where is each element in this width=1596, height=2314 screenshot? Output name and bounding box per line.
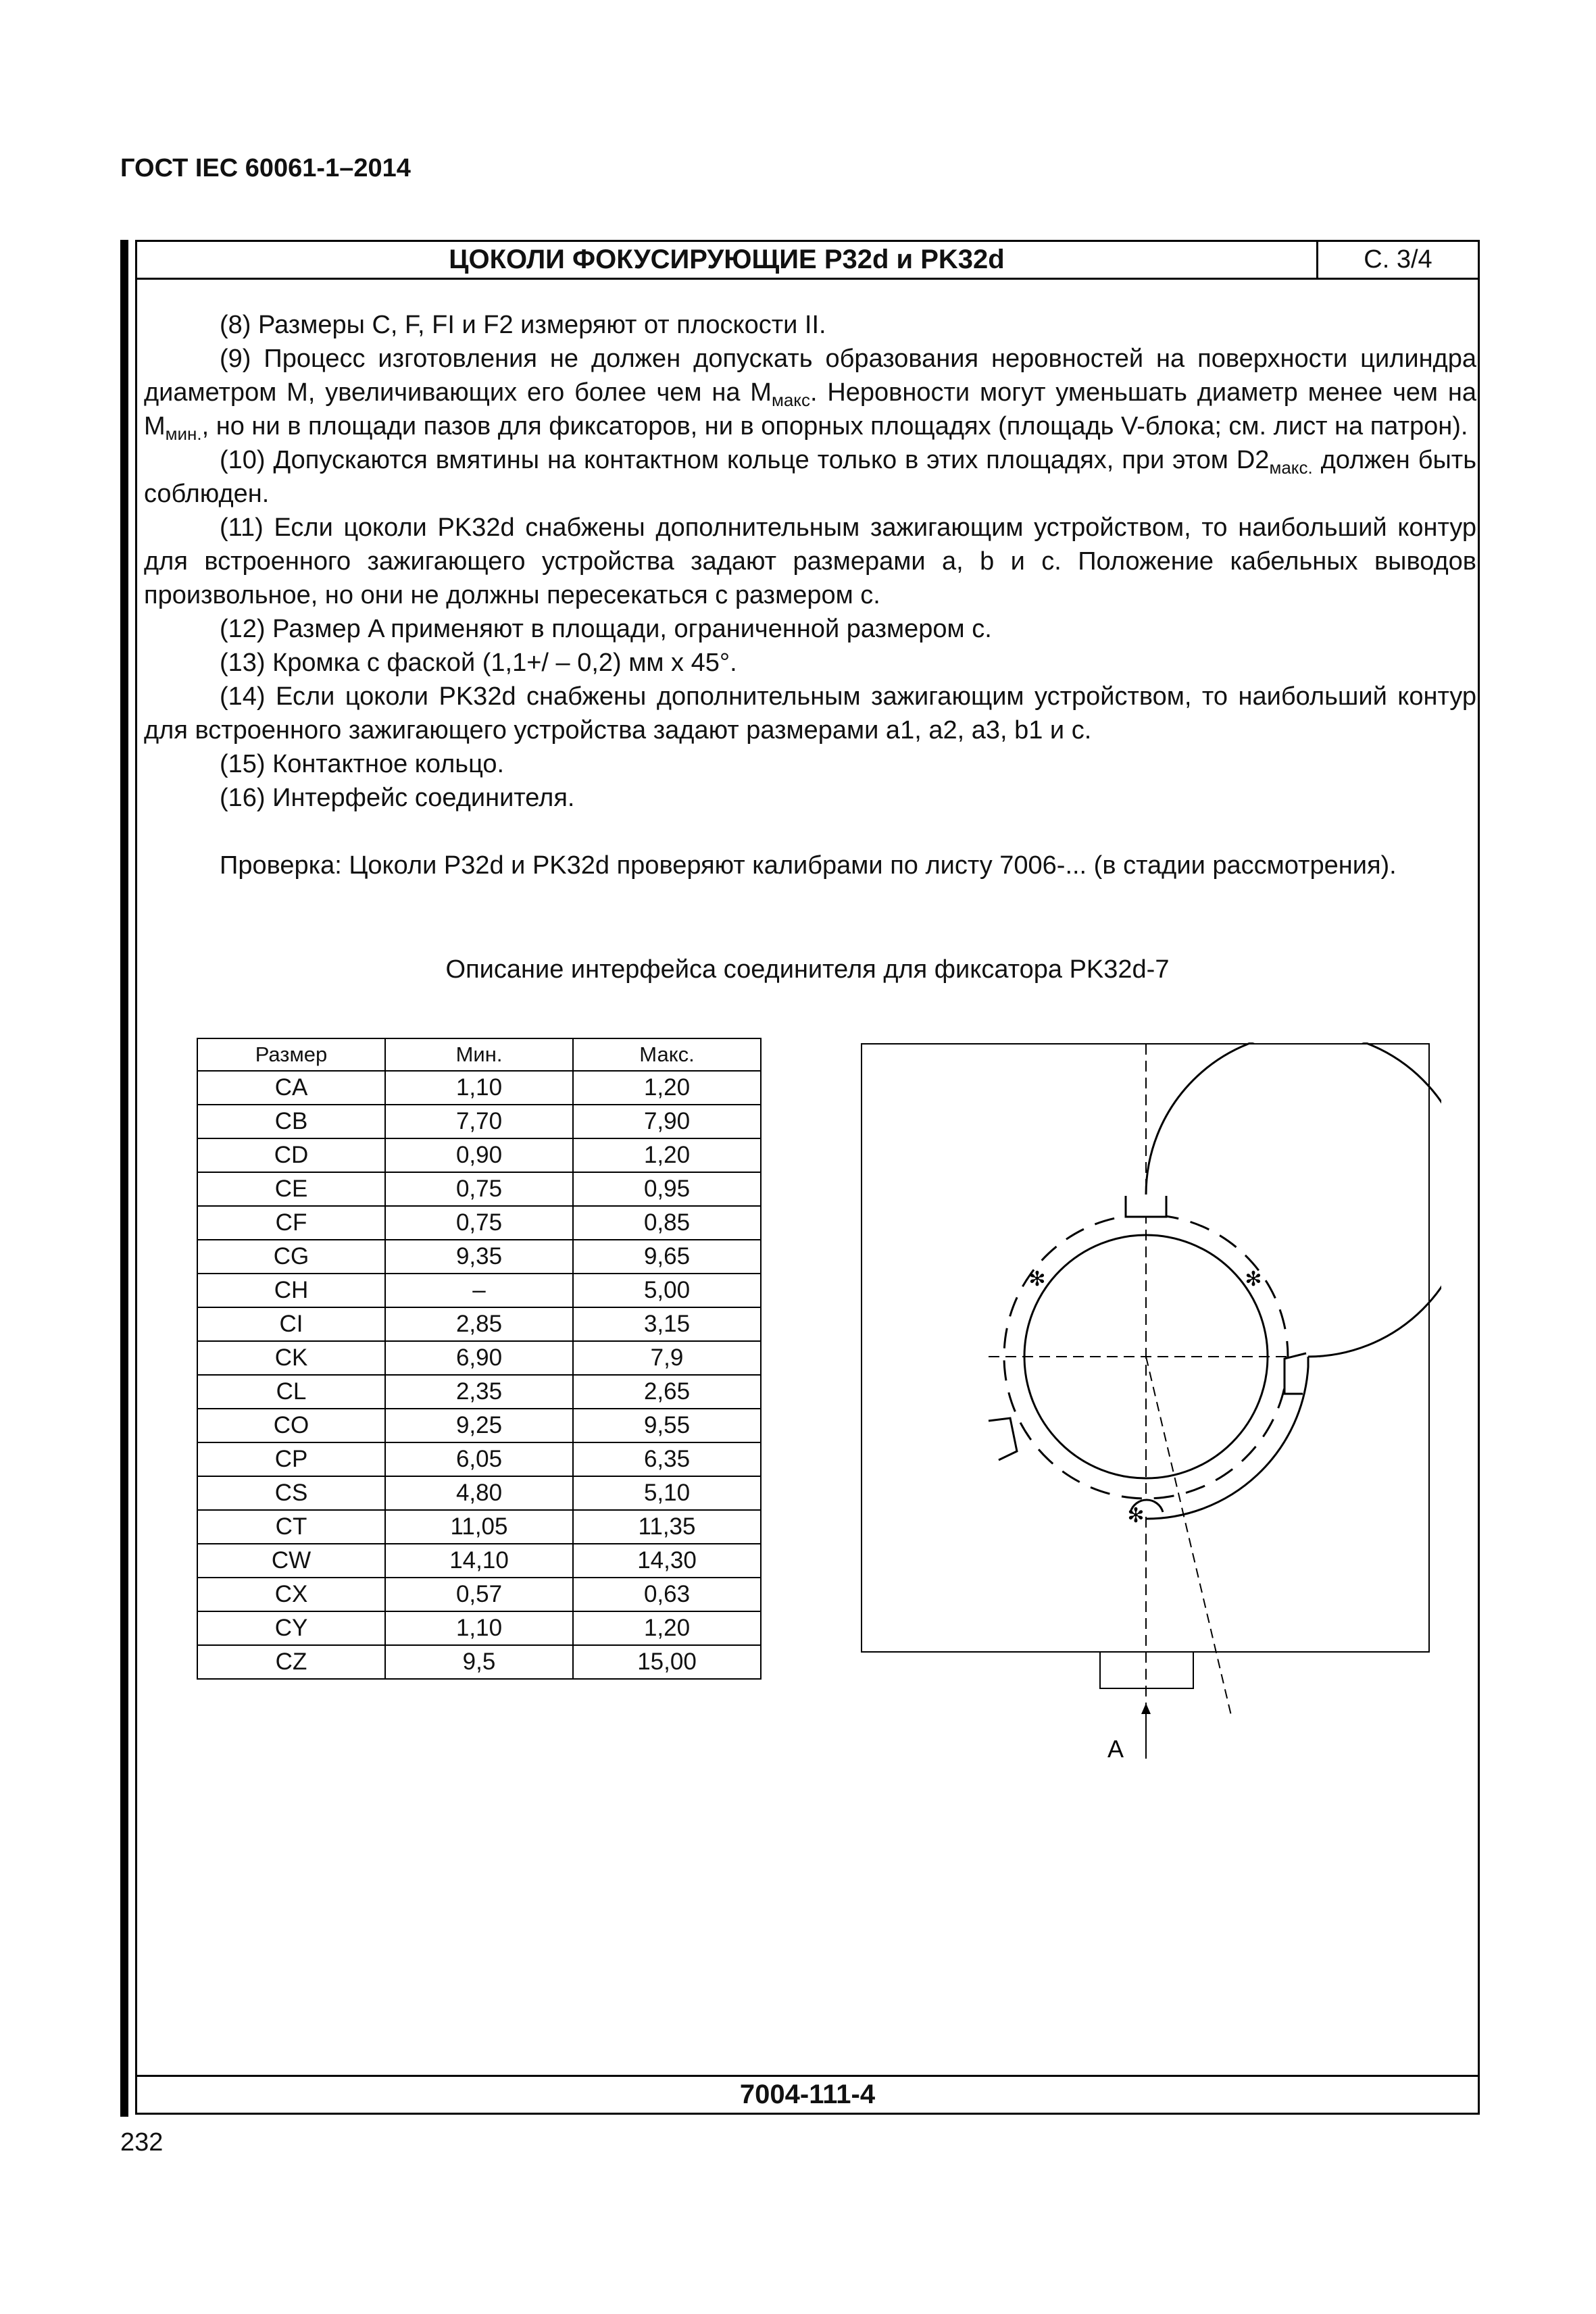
note-12: (12) Размер A применяют в площади, ограниченной размером c. [220, 615, 992, 643]
table-row [197, 1071, 761, 1105]
table-row [197, 1611, 761, 1645]
table-cell: 1,20 [573, 1611, 761, 1645]
table-cell: 7,70 [385, 1105, 573, 1138]
note-9-text-1: (9) Процесс изготовления не должен допускать образования неровностей на поверхности цилиндра диаметром M, увеличивающих его более чем на M [144, 345, 1476, 407]
table-cell: 3,15 [573, 1307, 761, 1341]
table-cell: CI [197, 1307, 385, 1341]
table-row [197, 1341, 761, 1375]
table-row [197, 1544, 761, 1578]
table-cell: 6,35 [573, 1442, 761, 1476]
table-cell: 5,00 [573, 1274, 761, 1307]
note-9-text-3: , но ни в площади пазов для фиксаторов, ни в опорных площадях (площадь V-блока; см. лист на патрон). [201, 412, 1468, 441]
table-cell: 14,10 [385, 1544, 573, 1578]
table-cell: CY [197, 1611, 385, 1645]
table-row [197, 1172, 761, 1206]
table-row [197, 1206, 761, 1240]
sheet-code: 7004-111-4 [137, 2075, 1478, 2113]
table-cell: 6,05 [385, 1442, 573, 1476]
table-cell: CK [197, 1341, 385, 1375]
table-cell: CA [197, 1071, 385, 1105]
table-cell: 0,85 [573, 1206, 761, 1240]
column-header: Мин. [385, 1038, 573, 1071]
table-cell: 2,85 [385, 1307, 573, 1341]
table-cell: 2,65 [573, 1375, 761, 1409]
note-10 [144, 443, 1476, 511]
standard-designation: ГОСТ IEC 60061-1–2014 [120, 154, 411, 182]
table-row [197, 1409, 761, 1442]
table-cell: CS [197, 1476, 385, 1510]
table-cell: 9,65 [573, 1240, 761, 1274]
table-row [197, 1240, 761, 1274]
table-cell: 9,55 [573, 1409, 761, 1442]
note-9-sub-min: мин. [165, 424, 202, 444]
table-cell: 1,10 [385, 1071, 573, 1105]
column-header: Размер [197, 1038, 385, 1071]
note-10-sub-max: макс. [1269, 457, 1313, 478]
sheet-frame [135, 240, 1480, 2115]
table-cell: 0,63 [573, 1578, 761, 1611]
table-cell: CP [197, 1442, 385, 1476]
sheet-page-number: С. 3/4 [1364, 245, 1432, 274]
table-row [197, 1138, 761, 1172]
table-row [197, 1442, 761, 1476]
table-cell: CE [197, 1172, 385, 1206]
note-15: (15) Контактное кольцо. [220, 750, 505, 778]
marker-left-icon: ✻ [1028, 1267, 1046, 1291]
table-cell: CL [197, 1375, 385, 1409]
table-row [197, 1105, 761, 1138]
table-cell: 9,5 [385, 1645, 573, 1679]
table-cell: 0,90 [385, 1138, 573, 1172]
page-number: 232 [120, 2128, 164, 2157]
table-header-row [197, 1038, 761, 1071]
table-row [197, 1645, 761, 1679]
table-cell: 0,95 [573, 1172, 761, 1206]
table-cell: 0,75 [385, 1172, 573, 1206]
contact-ring [1004, 1042, 1441, 1519]
table-cell: – [385, 1274, 573, 1307]
change-bar [120, 240, 128, 2117]
table-cell: 5,10 [573, 1476, 761, 1510]
note-9 [144, 342, 1476, 443]
column-header: Макс. [573, 1038, 761, 1071]
table-cell: CZ [197, 1645, 385, 1679]
locating-notches [989, 1196, 1306, 1512]
table-cell: CT [197, 1510, 385, 1544]
table-cell: CO [197, 1409, 385, 1442]
note-13: (13) Кромка с фаской (1,1+/ – 0,2) мм x 45°. [220, 649, 737, 677]
note-10-text-1: (10) Допускаются вмятины на контактном кольце только в этих площадях, при этом D2 [220, 446, 1270, 474]
table-cell: 14,30 [573, 1544, 761, 1578]
table-cell: 7,90 [573, 1105, 761, 1138]
table-cell: CH [197, 1274, 385, 1307]
table-cell: CB [197, 1105, 385, 1138]
table-cell: CW [197, 1544, 385, 1578]
note-9-sub-max: макс [771, 390, 810, 410]
table-cell: CF [197, 1206, 385, 1240]
connector-interface-drawing [860, 1042, 1441, 1759]
note-11: (11) Если цоколи PK32d снабжены дополнительным зажигающим устройством, то наибольший контур для встроенного зажигающего устройства задают размерами a, b и c. Положение кабельных выводов произвольное, но они не должны пересекаться с размером c. [144, 513, 1476, 609]
table-cell: 9,25 [385, 1409, 573, 1442]
note-10-text-2: должен быть соблюден. [144, 446, 1476, 508]
table-cell: CX [197, 1578, 385, 1611]
table-cell: 15,00 [573, 1645, 761, 1679]
table-cell: CD [197, 1138, 385, 1172]
table-cell: 0,75 [385, 1206, 573, 1240]
marker-bottom-icon: ✻ [1127, 1504, 1145, 1528]
table-row [197, 1274, 761, 1307]
sheet-title: ЦОКОЛИ ФОКУСИРУЮЩИЕ P32d и PK32d [137, 242, 1318, 278]
table-cell: 11,35 [573, 1510, 761, 1544]
table-cell: 1,20 [573, 1071, 761, 1105]
marker-right-icon: ✻ [1245, 1267, 1262, 1291]
sheet-header [137, 242, 1478, 280]
angled-reference-line [1146, 1357, 1232, 1718]
table-cell: 6,90 [385, 1341, 573, 1375]
table-cell: 9,35 [385, 1240, 573, 1274]
note-14: (14) Если цоколи PK32d снабжены дополнительным зажигающим устройством, то наибольший контур для встроенного зажигающего устройства задают размерами a1, a2, a3, b1 и c. [144, 682, 1476, 745]
note-9-text-2: . Неровности могут уменьшать диаметр менее чем на M [144, 378, 1476, 441]
table-cell: CG [197, 1240, 385, 1274]
table-row [197, 1307, 761, 1341]
view-label-a: A [1107, 1735, 1124, 1759]
table-row [197, 1476, 761, 1510]
note-8: (8) Размеры C, F, FI и F2 измеряют от плоскости II. [220, 311, 826, 339]
table-row [197, 1510, 761, 1544]
table-cell: 2,35 [385, 1375, 573, 1409]
dimensions-table [197, 1038, 762, 1680]
verification-note: Проверка: Цоколи P32d и PK32d проверяют калибрами по листу 7006-... (в стадии рассмотрения). [220, 851, 1397, 880]
table-cell: 1,10 [385, 1611, 573, 1645]
table-cell: 7,9 [573, 1341, 761, 1375]
table-row [197, 1375, 761, 1409]
table-cell: 1,20 [573, 1138, 761, 1172]
interface-caption: Описание интерфейса соединителя для фиксатора PK32d-7 [445, 955, 1170, 984]
table-body [197, 1071, 761, 1679]
table-cell: 4,80 [385, 1476, 573, 1510]
table-row [197, 1578, 761, 1611]
table-cell: 0,57 [385, 1578, 573, 1611]
notes-section [144, 308, 1476, 882]
note-16: (16) Интерфейс соединителя. [220, 784, 575, 812]
view-arrow-a [1130, 1703, 1151, 1759]
table-cell: 11,05 [385, 1510, 573, 1544]
